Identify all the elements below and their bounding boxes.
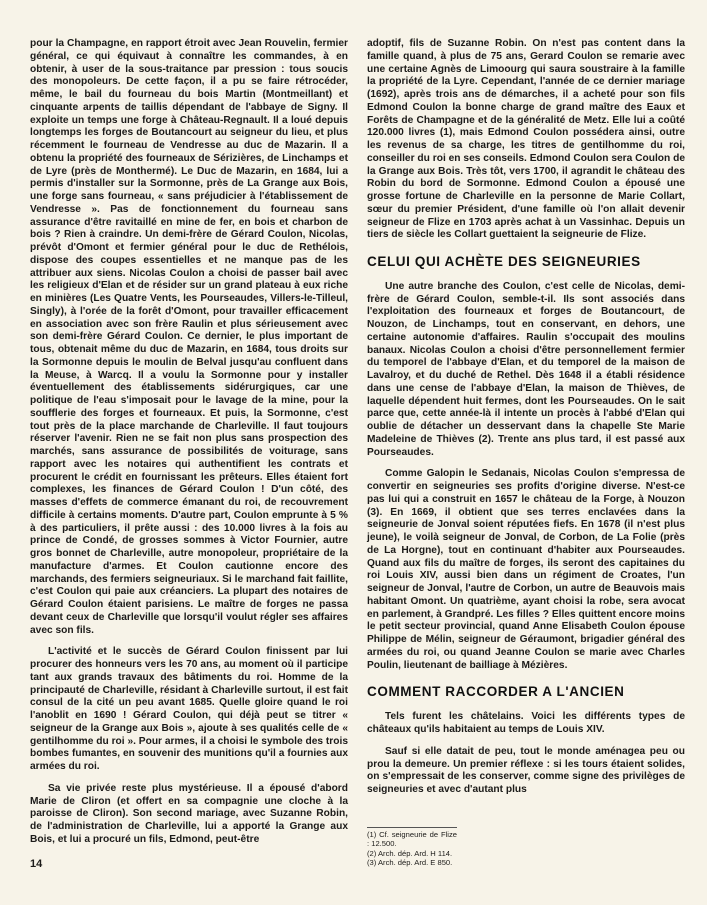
paragraph: Une autre branche des Coulon, c'est celle de Nicolas, demi-frère de Gérard Coulon, semble-t-il. Ils sont associés dans l'exploitation des fourneaux et forges de Boutancourt, de Nouzon, de Linchamps, tout en conservant, en dehors, une certaine autonomie d'affaires. Raulin s'occupait des moulins banaux. Nicolas Coulon a choisi d'être personnellement fermier du temporel de l'abbaye d'Elan, et du temporel de la maison de Lavalroy, et du duché de Rethel. Dès 1648 il a établi résidence dans une cense de l'abbaye d'Elan, la maison de Thièves, de laquelle dépendent huit fermes, dont les Pourseaudes. On le sait parce que, cette année-là il intente un procès à l'abbé d'Elan qui oublie de détacher un desservant dans la chapelle Ste Marie Madeleine de Thièves (2). Trente ans plus tard, il est passé aux Pourseaudes. <box>367 280 685 458</box>
paragraph: adoptif, fils de Suzanne Robin. On n'est pas content dans la famille quand, à plus de 75 ans, Gerard Coulon se remarie avec une certaine Agnès de Limoourg qui saura soustraire à la famille la propriété de la Lyre. Cependant, l'année de ce dernier mariage (1692), après trois ans de démarches, il a acheté pour son fils Edmond Coulon la bonne charge de grand maître des Eaux et Forêts de Champagne et de la généralité de Metz. Elle lui a coûté 120.000 livres (1), mais Edmond Coulon possédera ainsi, outre les revenus de sa charge, les titres de gentilhomme du roi, conseiller du roi en ses conseils. Edmond Coulon sera Coulon de la Grange aux Bois. Très tôt, vers 1700, il agrandit le château des Robin du bord de Sormonne. Edmond Coulon a épousé une grosse fortune de Charleville en la personne de Marie Collart, sœur du premier Président, d'une famille où l'on allait devenir seigneur de Flize en 1703 après achat à un Vassinhac. Depuis un tiers de siècle les Collart guettaient la seigneurie de Flize. <box>367 38 685 241</box>
paragraph: Sa vie privée reste plus mystérieuse. Il a épousé d'abord Marie de Cliron (et offert en sa compagnie une cloche à la paroisse de Cliron). Son second mariage, avec Suzanne Robin, de l'administration de Charleville, lui a apporté la Grange aux Bois, et lui a procuré un fils, Edmond, peut-être <box>30 782 348 845</box>
left-column <box>30 38 348 856</box>
right-column <box>367 38 685 868</box>
paragraph: Comme Galopin le Sedanais, Nicolas Coulon s'empressa de convertir en seigneuries ses profits d'origine diverse. N'est-ce pas lui qui a construit en 1657 le château de la Forge, à Nouzon (3). En 1669, il obtient que ses terres enclavées dans la seigneurie de Jonval soient réputées fiefs. En 1678 (il n'est plus jeune), le voilà seigneur de Jonval, de Corbon, de La Folie (près de La Horgne), tout en continuant d'habiter aux Pourseaudes. Quand aux fils du maître de forges, ils seront des capitaines du roi Louis XIV, aussi bien dans un régiment de Croates, l'un seigneur de Jonval, l'autre de Corbon, un autre de Beauvois mais habitant Omont. Un quatrième, ayant choisi la robe, sera avocat en parlement, à Grandpré. Les filles ? Elles quittent encore moins le petit secteur provincial, quand Anne Elisabeth Coulon épouse Philippe de Mélin, seigneur de Géraumont, brigadier général des armées du roi, ou quand Jeanne Coulon se marie avec Charles Poulin, lieutenant de bailliage à Mézières. <box>367 468 685 671</box>
footnote: (3) Arch. dép. Ard. E 850. <box>367 858 453 868</box>
section-heading: CELUI QUI ACHÈTE DES SEIGNEURIES <box>367 254 641 269</box>
page-number: 14 <box>30 858 43 870</box>
paragraph: Sauf si elle datait de peu, tout le monde aménagea peu ou prou la demeure. Un premier réflexe : si les tours étaient solides, on s'empressait de les conserver, comme signe des privilèges de seigneuries et avec d'autant plus <box>367 745 685 795</box>
footnote: (2) Arch. dép. Ard. H 114. <box>367 848 453 858</box>
footnotes <box>367 827 457 868</box>
section-heading: COMMENT RACCORDER A L'ANCIEN <box>367 684 625 700</box>
paragraph: Tels furent les châtelains. Voici les différents types de châteaux qu'ils habitaient au temps de Louis XIV. <box>367 711 685 735</box>
footnote: (1) Cf. seigneurie de Flize : 12.500. <box>367 829 457 849</box>
paragraph: pour la Champagne, en rapport étroit avec Jean Rouvelin, fermier général, ce qui équivaut à connaître les commandes, à en obtenir, à user de la sous-traitance par pression : tous soucis des monopoleurs. De cette façon, il a pu se faire rétrocéder, même, le bail du fourneau du bois Martin (Montmeillant) et cinquante arpents de taillis dépendant de l'abbaye de Signy. Il exploite un temps une forge à Château-Regnault. Il a loué depuis longtemps les forges de Boutancourt au seigneur du lieu, et plus récemment le fourneau de Vendresse au duc de Mazarin. Il a obtenu la propriété des fourneaux de Sérizières, de Linchamps et de Lyre (près de Monthermé). Le Duc de Mazarin, en 1684, lui a permis d'installer sur la Sormonne, près de La Grange aux Bois, une forge sans fourneau, « sans préjudicier à l'établissement de Vendresse ». Pas de fonctionnement du fourneau sans assurance d'être ravitaillé en mine de fer, en bois et charbon de bois ? Rien à craindre. Un demi-frère de Gérard Coulon, Nicolas, prévôt d'Omont et fermier général pour le duc de Rethélois, dispose des coupes essentielles et ne manque pas de les attribuer aux siens. Nicolas Coulon a choisi de passer bail avec les religieux d'Elan et de résider sur un grand plateau à eux riche en minières (Les Quatre Vents, les Pourseaudes, Villers-le-Tilleul, Singly), à l'orée de la forêt d'Omont, pour travailler efficacement en association avec son frère Raulin et plus sérieusement avec son demi-frère Gérard Coulon. Ce dernier, le plus important de tous, obtenait même du duc de Mazarin, en 1684, tous droits sur la Sormonne depuis le moulin de Belval jusqu'au confluent dans la Meuse, à Warcq. Il a voulu la Sormonne pour y installer éventuellement des établissements sidérurgiques, car une politique de l'eau s'imposait pour le lavage de la mine, pour la soufflerie des forges et fourneaux. Et puis, la Sormonne, c'est tout près de la place marchande de Charleville. Il faut toujours réserver l'avenir. Rien ne se fait non plus sans prospection des marchés, sans assurance de possibilités de voiturage, sans rapport avec les notaires qui authentifient les contrats et procurent le crédit en fournissant les prêteurs. Elles étaient fort complexes, les finances de Gérard Coulon ! D'un côté, des masses d'effets de commerce émanant du roi, de recouvrement difficile à certains moments. D'autre part, Coulon emprunte à 5 % à des particuliers, il prête aussi : des 10.000 livres à la fois au prince de Condé, de grosses sommes à Victor Fournier, autre gros bonnet de Charleville, autre monopoleur, propriétaire de la manufacture d'armes. Et Coulon cautionne encore des marchands, des fermiers seigneuriaux. Si le marchand fait faillite, c'est Coulon qui paie aux créanciers. La plupart des notaires de Gérard Coulon étaient parisiens. Le maître de forges ne passa devant ceux de Charleville que lorsqu'il voulut régler ses affaires avec son fils. <box>30 38 348 636</box>
paragraph: L'activité et le succès de Gérard Coulon finissent par lui procurer des honneurs vers les 70 ans, au moment où il participe tant aux grands travaux des bâtiments du roi. Homme de la principauté de Charleville, résidant à Charleville surtout, il est fait consul de la cité un peu avant 1685. Quelle gloire quand le roi l'anoblit en 1690 ! Gérard Coulon, qui déjà peut se titrer « seigneur de la Grange aux Bois », ajoute à ses qualités celle de « gentilhomme du roi ». Pour armes, il a choisi le symbole des trois bombes fumantes, en souvenir des munitions qu'il a fournies aux armées du roi. <box>30 646 348 772</box>
